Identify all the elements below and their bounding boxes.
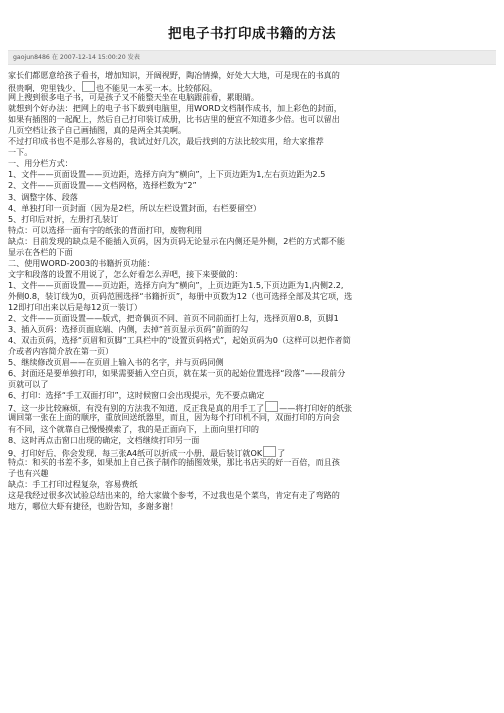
line-text: 地方，哪位大虾有捷径，也盼告知，多谢多谢！ xyxy=(8,500,178,511)
line-text: 缺点：手工打印过程复杂，容易费纸 xyxy=(8,478,138,489)
line-text: 这是我经过很多次试验总结出来的，给大家做个参考，不过我也是个菜鸟，肯定有走了弯路的 xyxy=(8,489,340,500)
line-text: 特点：可以选择一面有字的纸张的背面打印，废物利用 xyxy=(8,224,203,235)
line-text: 7、这一步比较麻烦，有没有别的方法我不知道，反正我是真的用手工了 xyxy=(8,403,265,413)
article-line xyxy=(8,280,498,291)
page-title: 把电子书打印成书籍的方法 xyxy=(168,26,336,42)
line-text: 也不能见一本买一本。比较郁闷。 xyxy=(95,83,218,93)
article-line xyxy=(8,335,498,346)
article-line xyxy=(8,125,498,136)
line-text: 3、调整字体、段落 xyxy=(8,191,78,202)
article-line xyxy=(8,103,498,114)
article-line xyxy=(8,346,498,357)
line-text: 4、单独打印一页封面（因为是2栏，所以左栏设置封面，右栏要留空） xyxy=(8,202,262,213)
line-text: 3、插入页码：选择页面底端、内侧，去掉“首页显示页码”前面的勾 xyxy=(8,324,249,335)
article-line xyxy=(8,501,498,512)
line-text: 2、文件——页面设置——文档网格，选择栏数为“2” xyxy=(8,180,197,191)
line-text: 家长们都愿意给孩子看书，增加知识，开阔视野，陶冶情操，好处大大地，可是现在的书真的 xyxy=(8,70,340,80)
line-text: 了 xyxy=(277,447,286,457)
line-text: 缺点：目前发现的缺点是不能插入页码，因为页码无论显示在内侧还是外侧，2栏的方式都不能 xyxy=(8,235,345,246)
article-line xyxy=(8,446,498,457)
line-text: 1、文件——页面设置——页边距，选择方向为“横向”，上下页边距为1,左右页边距为2.5 xyxy=(8,169,326,180)
article-line xyxy=(8,225,498,236)
missing-glyph-box xyxy=(263,446,276,457)
article-body xyxy=(8,70,498,512)
article-line xyxy=(8,390,498,401)
line-text: 一下。 xyxy=(8,147,33,158)
line-text: 网上搜到很多电子书，可是孩子又不能整天坐在电脑跟前看，累眼睛。 xyxy=(8,92,259,103)
line-text: 6、打印：选择“手工双面打印”，这时候窗口会出现提示，先不要点确定 xyxy=(8,390,265,401)
missing-glyph-box xyxy=(265,401,278,412)
line-text: 9、打印好后，你会发现，每三张A4纸可以折成一小册，最后装订就OK xyxy=(8,447,263,457)
article-line xyxy=(8,412,498,423)
article-line xyxy=(8,368,498,379)
line-text: 特点：和买的书差不多，如果加上自己孩子制作的插图效果，那比书店买的好一百倍，而且孩 xyxy=(8,456,340,467)
line-text: 介或者内容简介放在第一页） xyxy=(8,346,114,357)
post-meta-bar xyxy=(8,50,496,65)
article-line xyxy=(8,401,498,412)
line-text: 很贵啊，兜里钱少， xyxy=(8,83,81,93)
article-line xyxy=(8,203,498,214)
line-text: 子也有兴趣 xyxy=(8,467,49,478)
article-line xyxy=(8,214,498,225)
line-text: 2、文件——页面设置——版式，把奇偶页不同、首页不同前面打上勾，选择页眉0.8，页脚1 xyxy=(8,313,339,324)
article-line xyxy=(8,169,498,180)
line-text: 6、封面还是要单独打印，如果需要插入空白页，就在某一页的起始位置选择“段落”——段前分 xyxy=(8,368,346,379)
line-text: 不过打印成书也不是那么容易的，我试过好几次，最后找到的方法比较实用，给大家推荐 xyxy=(8,136,324,147)
article-line xyxy=(8,357,498,368)
line-text: 5、继续修改页眉——在页眉上输入书的名字，并与页码同侧 xyxy=(8,357,224,368)
article-line xyxy=(8,192,498,203)
article-line xyxy=(8,92,498,103)
article-line xyxy=(8,247,498,258)
line-text: 1、文件——页面设置——页边距，选择方向为“横向”，上页边距为1.5,下页边距为1,内侧2.2, xyxy=(8,279,344,290)
article-line xyxy=(8,136,498,147)
article-line xyxy=(8,457,498,468)
line-text: ——将打印好的纸张 xyxy=(279,403,352,413)
line-text: 文字和段落的设置不用说了，怎么好看怎么弄吧，接下来要做的： xyxy=(8,268,243,279)
article-line xyxy=(8,479,498,490)
line-text: 8、这时再点击窗口出现的确定，文档继续打印另一面 xyxy=(8,434,200,445)
line-text: 12即打印出来以后是每12页一装订） xyxy=(8,301,142,312)
article-line xyxy=(8,114,498,125)
line-text: 调回第一张在上面的顺序，重放回送纸器里，而且，因为每个打印机不同，双面打印的方向会 xyxy=(8,412,340,423)
line-text: 4、双击页码，选择“页眉和页脚”工具栏中的“设置页码格式”，起始页码为0（这样可以把作者简 xyxy=(8,335,351,346)
line-text: 5、打印后对折，左册打孔装订 xyxy=(8,213,119,224)
line-text: 就想到个好办法：把网上的电子书下载到电脑里，用WORD文档制作成书，加上彩色的封面， xyxy=(8,103,342,114)
line-text: 几页空档让孩子自己画插图，真的是两全其美啊。 xyxy=(8,125,187,136)
missing-glyph-box xyxy=(82,81,95,92)
article-line xyxy=(8,158,498,169)
article-line xyxy=(8,424,498,435)
article-line xyxy=(8,70,498,81)
post-meta: gaojun8486 在 2007-12-14 15:00:20 发表 xyxy=(13,54,140,61)
article-line xyxy=(8,490,498,501)
line-text: 二、使用WORD-2003的书籍折页功能： xyxy=(8,257,155,268)
line-text: 有不同，这个就靠自己慢慢摸索了，我的是正面向下，上面向里打印的 xyxy=(8,423,259,434)
article-line xyxy=(8,379,498,390)
article-line xyxy=(8,258,498,269)
line-text: 外侧0.8，装订线为0，页码范围选择“书籍折页”，每册中页数为12（也可选择全部及其它项，选 xyxy=(8,290,353,301)
line-text: 页就可以了 xyxy=(8,379,49,390)
article-line xyxy=(8,147,498,158)
article-line xyxy=(8,180,498,191)
article-line xyxy=(8,302,498,313)
line-text: 一、用分栏方式： xyxy=(8,158,73,169)
article-line xyxy=(8,435,498,446)
article-line xyxy=(8,81,498,92)
line-text: 显示在各栏的下面 xyxy=(8,246,73,257)
article-line xyxy=(8,313,498,324)
article-line xyxy=(8,269,498,280)
line-text: 如果有插图的一起配上，然后自己打印装订成册，比书店里的便宜不知道多少倍。也可以留出 xyxy=(8,114,340,125)
article-line xyxy=(8,324,498,335)
article-line xyxy=(8,468,498,479)
article-line xyxy=(8,291,498,302)
article-line xyxy=(8,236,498,247)
